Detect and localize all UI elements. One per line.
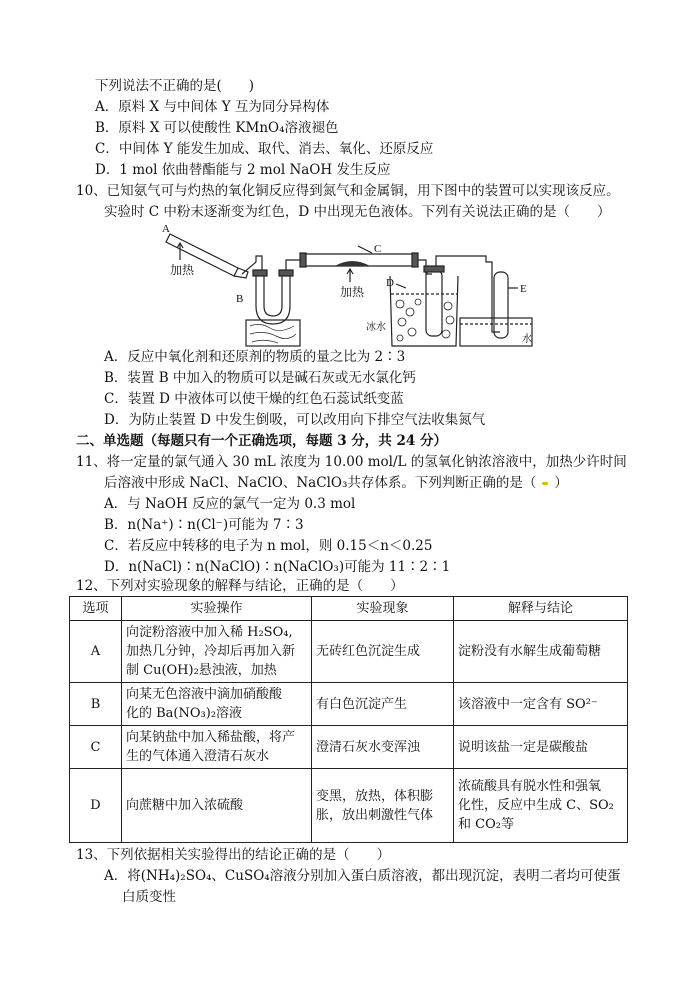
cell-line: 化的 Ba(NO₃)₂溶液 [126,706,243,721]
cell-line: 该溶液中一定含有 SO²⁻ [458,696,598,712]
q11-option-b: B．n(Na⁺)∶n(Cl⁻)可能为 7∶3 [104,517,304,533]
label-heat-1: 加热 [170,263,195,277]
cell-phenomenon [312,726,454,769]
cell-line: 生的气体通入澄清石灰水 [126,749,270,764]
cell-line: 淀粉没有水解生成葡萄糖 [458,644,602,659]
q11-stem-line1: 11、将一定量的氯气通入 30 mL 浓度为 10.00 mol/L 的氢氧化钠浓溶液中，加热少许时间 [76,454,627,470]
q9-option-a: A．原料 X 与中间体 Y 互为同分异构体 [95,99,330,115]
q10-option-d: D．为防止装置 D 中发生倒吸，可以改用向下排空气法收集氮气 [104,412,486,428]
cell-conclusion [454,621,628,683]
cell-line: 化性，反应中生成 C、SO₂ [458,798,614,813]
table-row [70,769,628,843]
cell-line: 有白色沉淀产生 [316,696,408,712]
q10-stem-line2: 实验时 C 中粉末逐渐变为红色，D 中出现无色液体。下列有关说法正确的是（ ） [104,204,611,220]
cell-conclusion [454,726,628,769]
cell-option: A [70,621,122,683]
cell-conclusion [454,683,628,726]
cell-line: 说明该盐一定是碳酸盐 [458,739,589,755]
header-conclusion: 解释与结论 [454,597,628,621]
header-phenomenon: 实验现象 [312,597,454,621]
q10-option-a: A．反应中氧化剂和还原剂的物质的量之比为 2∶3 [104,349,406,365]
apparatus-diagram [160,222,540,350]
cell-operation [122,726,312,769]
q9-stem: 下列说法不正确的是( ) [95,78,255,94]
q11-stem-close: ） [554,475,568,491]
table-row [70,621,628,683]
cell-line: 向某钠盐中加入稀盐酸，将产 [126,730,296,745]
table-row [70,726,628,769]
cell-phenomenon [312,621,454,683]
header-option: 选项 [70,597,122,621]
cell-line: 向蔗糖中加入浓硫酸 [126,798,244,813]
experiment-table [69,596,628,843]
cell-option: D [70,769,122,843]
q9-option-d: D．1 mol 依曲替酯能与 2 mol NaOH 发生反应 [95,162,391,178]
cell-line: 无砖红色沉淀生成 [316,644,421,659]
cell-option: B [70,683,122,726]
label-heat-2: 加热 [340,285,365,299]
q11-option-a: A．与 NaOH 反应的氯气一定为 0.3 mol [104,496,356,512]
label-d: D [386,277,394,289]
q10-stem-line1: 10、已知氨气可与灼热的氧化铜反应得到氮气和金属铜，用下图中的装置可以实现该反应。 [76,183,620,199]
cell-conclusion [454,769,628,843]
section-title: 二、单选题（每题只有一个正确选项，每题 3 分，共 24 分） [76,433,447,449]
cell-line: 向淀粉溶液中加入稀 H₂SO₄, [126,625,293,640]
q13-option-a-line2: 白质变性 [122,889,176,905]
q13-option-a-line1: A．将(NH₄)₂SO₄、CuSO₄溶液分别加入蛋白质溶液，都出现沉淀，表明二者均可使蛋 [104,868,621,884]
cell-line: 变黑，放热，体积膨 [316,788,434,804]
highlight-mark [542,482,548,485]
cell-line: 澄清石灰水变浑浊 [316,739,421,755]
q11-stem-text: 后溶液中形成 NaCl、NaClO、NaClO₃共存体系。下列判断正确的是（ [104,475,537,491]
cell-line: 浓硫酸具有脱水性和强氧 [458,779,602,794]
label-a: A [162,223,170,235]
label-ice-water: 冰水 [366,322,386,333]
q12-stem: 12、下列对实验现象的解释与结论，正确的是（ ） [76,578,404,594]
q9-option-c: C．中间体 Y 能发生加成、取代、消去、氧化、还原反应 [95,141,434,157]
q9-option-b: B．原料 X 可以使酸性 KMnO₄溶液褪色 [95,120,339,136]
cell-operation [122,683,312,726]
label-b: B [236,293,244,305]
label-e: E [520,283,527,295]
q10-option-b: B．装置 B 中加入的物质可以是碱石灰或无水氯化钙 [104,370,416,386]
cell-line: 加热几分钟，冷却后再加入新 [126,644,296,659]
cell-operation [122,769,312,843]
cell-option: C [70,726,122,769]
table-row [70,683,628,726]
label-c: C [374,243,382,255]
table-header-row [70,597,628,621]
cell-phenomenon [312,683,454,726]
q11-option-c: C．若反应中转移的电子为 n mol，则 0.15＜n＜0.25 [104,538,433,554]
label-water: 水 [522,334,532,345]
cell-phenomenon [312,769,454,843]
cell-line: 和 CO₂等 [458,817,514,832]
q11-option-d: D．n(NaCl)∶n(NaClO)∶n(NaClO₃)可能为 11∶2∶1 [104,559,451,575]
cell-operation [122,621,312,683]
cell-line: 胀，放出刺激性气体 [316,807,434,823]
q13-stem: 13、下列依据相关实验得出的结论正确的是（ ） [76,847,391,863]
q11-stem-line2 [104,473,568,493]
header-operation: 实验操作 [122,597,312,621]
q10-option-c: C．装置 D 中液体可以使干燥的红色石蕊试纸变蓝 [104,391,404,407]
cell-line: 向某无色溶液中滴加硝酸酸 [126,687,283,702]
cell-line: 制 Cu(OH)₂悬浊液，加热 [126,663,277,678]
